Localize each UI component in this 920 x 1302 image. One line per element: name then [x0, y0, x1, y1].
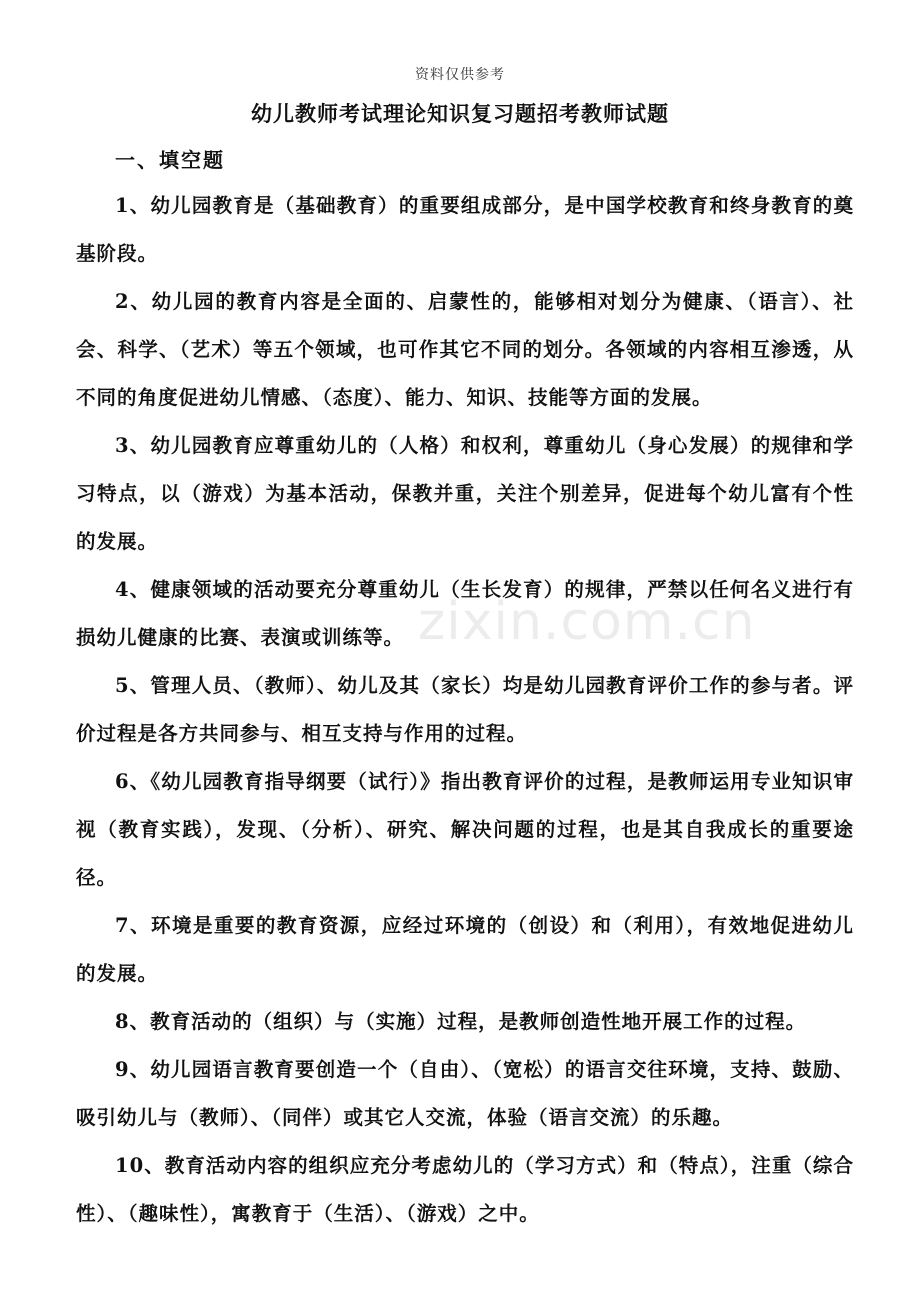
question-5: 5、管理人员、（教师）、幼儿及其（家长）均是幼儿园教育评价工作的参与者。评价过程是各方共同参与、相互支持与作用的过程。 — [76, 674, 854, 745]
question-6: 6、《幼儿园教育指导纲要（试行）》指出教育评价的过程，是教师运用专业知识审视（教育实践），发现、（分析）、研究、解决问题的过程，也是其自我成长的重要途径。 — [76, 770, 854, 889]
question-3: 3、幼儿园教育应尊重幼儿的（人格）和权利，尊重幼儿（身心发展）的规律和学习特点，以（游戏）为基本活动，保教并重，关注个别差异，促进每个幼儿富有个性的发展。 — [76, 434, 854, 553]
header-note: 资料仅供参考 — [415, 67, 505, 83]
document-title: 幼儿教师考试理论知识复习题招考教师试题 — [251, 101, 669, 126]
section-heading: 一、填空题 — [115, 148, 225, 172]
question-10: 10、教育活动内容的组织应充分考虑幼儿的（学习方式）和（特点），注重（综合性）、（趣味性），寓教育于（生活）、（游戏）之中。 — [76, 1154, 854, 1225]
question-8: 8、教育活动的（组织）与（实施）过程，是教师创造性地开展工作的过程。 — [115, 1010, 807, 1033]
question-1: 1、幼儿园教育是（基础教育）的重要组成部分，是中国学校教育和终身教育的奠基阶段。 — [76, 194, 854, 265]
question-2: 2、幼儿园的教育内容是全面的、启蒙性的，能够相对划分为健康、（语言）、社会、科学、（艺术）等五个领域，也可作其它不同的划分。各领域的内容相互渗透，从不同的角度促进幼儿情感、（态度）、能力、知识、技能等方面的发展。 — [76, 290, 854, 409]
question-list — [76, 182, 854, 1238]
watermark: zixin.com.cn — [418, 592, 756, 652]
question-7: 7、环境是重要的教育资源，应经过环境的（创设）和（利用），有效地促进幼儿的发展。 — [76, 914, 854, 985]
question-9: 9、幼儿园语言教育要创造一个（自由）、（宽松）的语言交往环境，支持、鼓励、吸引幼儿与（教师）、（同伴）或其它人交流，体验（语言交流）的乐趣。 — [76, 1058, 854, 1129]
question-4: 4、健康领域的活动要充分尊重幼儿（生长发育）的规律，严禁以任何名义进行有损幼儿健康的比赛、表演或训练等。 — [76, 578, 854, 649]
